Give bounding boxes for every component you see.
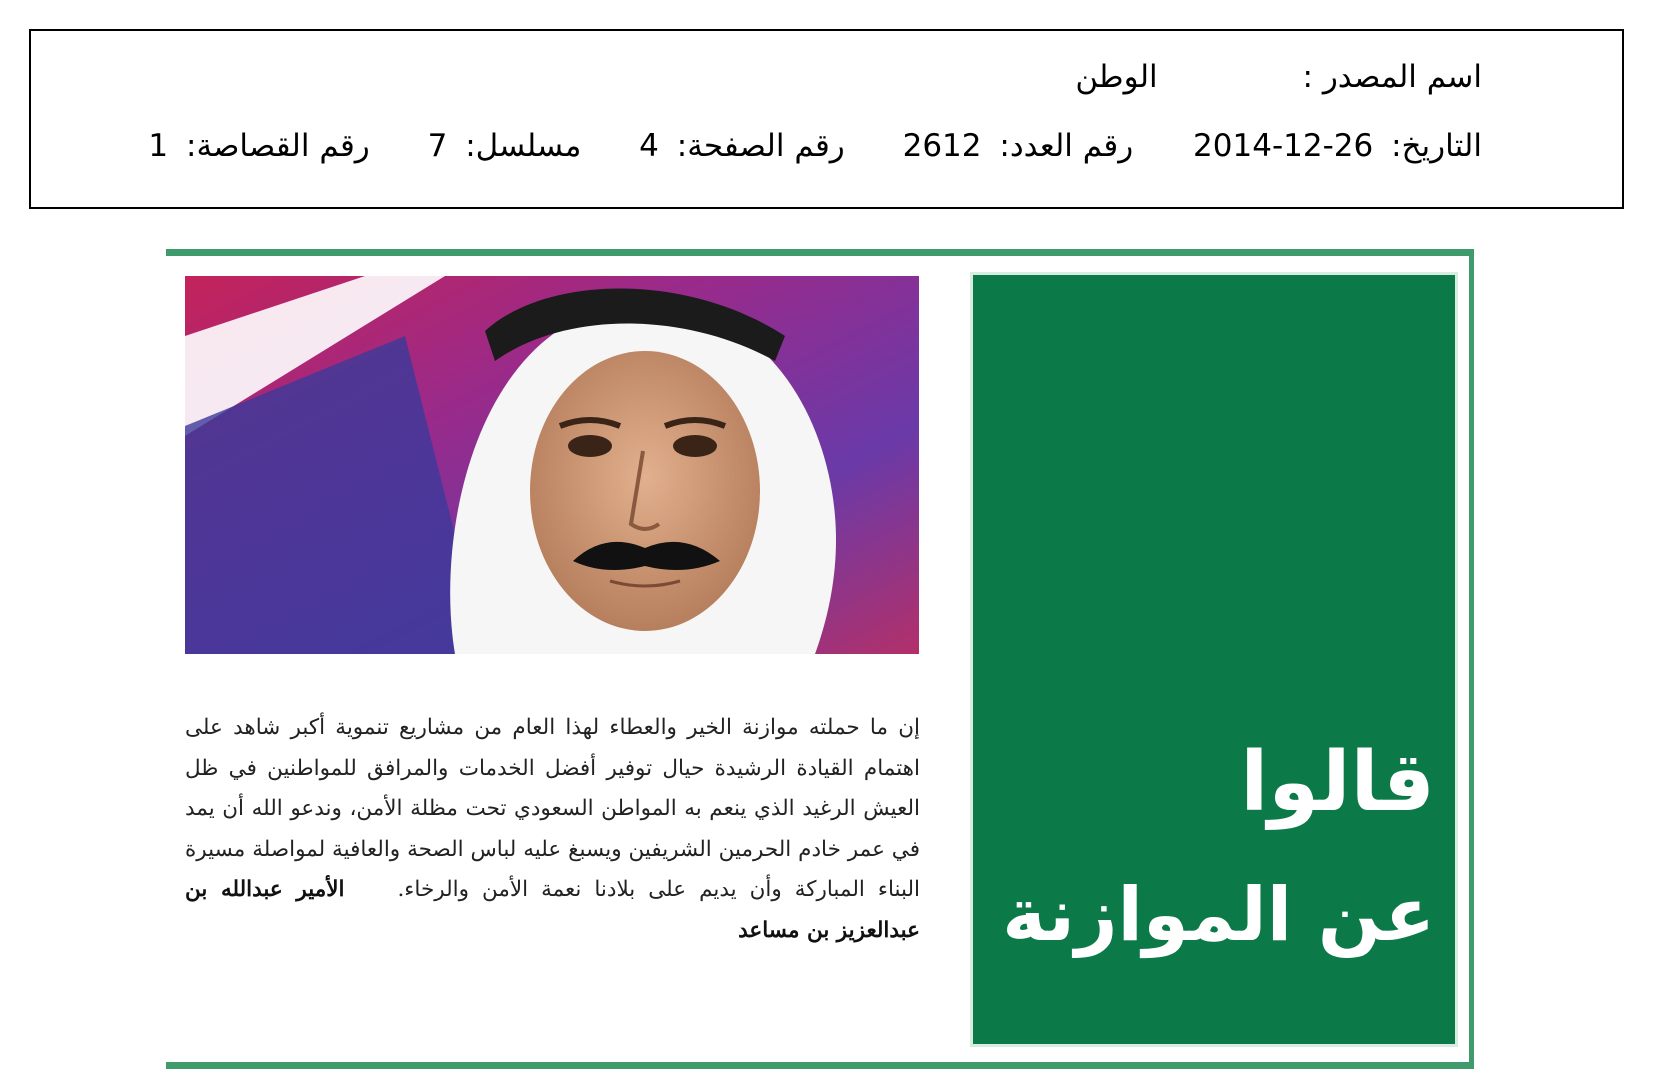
source-label: اسم المصدر :: [1302, 59, 1482, 95]
details-line: [148, 126, 1482, 166]
clipping-metadata-box: [29, 29, 1624, 209]
clip-number-value: 1: [148, 128, 169, 164]
article-body: [185, 708, 920, 1038]
date-label: التاريخ:: [1391, 128, 1482, 164]
heading-panel: [970, 272, 1458, 1047]
source-line: [1075, 57, 1482, 97]
serial-label: مسلسل:: [465, 128, 582, 164]
heading-line-1: قالوا: [1240, 735, 1435, 830]
portrait-image: [185, 276, 919, 654]
issue-label: رقم العدد:: [999, 128, 1134, 164]
article-paragraph: إن ما حملته موازنة الخير والعطاء لهذا العام من مشاريع تنموية أكبر شاهد على اهتمام القيادة الرشيدة حيال توفير أفضل الخدمات والمرافق للمواطنين في ظل العيش الرغيد الذي ينعم به المواطن السعودي تحت مظلة الأمن، وندعو الله أن يمد في عمر خادم الحرمين الشريفين ويسبغ عليه لباس الصحة والعافية لمواصلة مسيرة البناء المباركة وأن يديم على بلادنا نعمة الأمن والرخاء.: [185, 715, 920, 902]
source-value: الوطن: [1075, 59, 1158, 95]
heading-line-2: عن الموازنة: [1002, 872, 1435, 958]
date-value: 2014-12-26: [1193, 128, 1374, 164]
serial-value: 7: [427, 128, 448, 164]
author-signature: الأمير عبدالله بن عبدالعزيز بن مساعد: [185, 877, 920, 943]
issue-value: 2612: [902, 128, 982, 164]
author-photo: [185, 276, 919, 654]
clip-number-label: رقم القصاصة:: [186, 128, 370, 164]
page-value: 4: [639, 128, 659, 164]
page-label: رقم الصفحة:: [676, 128, 845, 164]
